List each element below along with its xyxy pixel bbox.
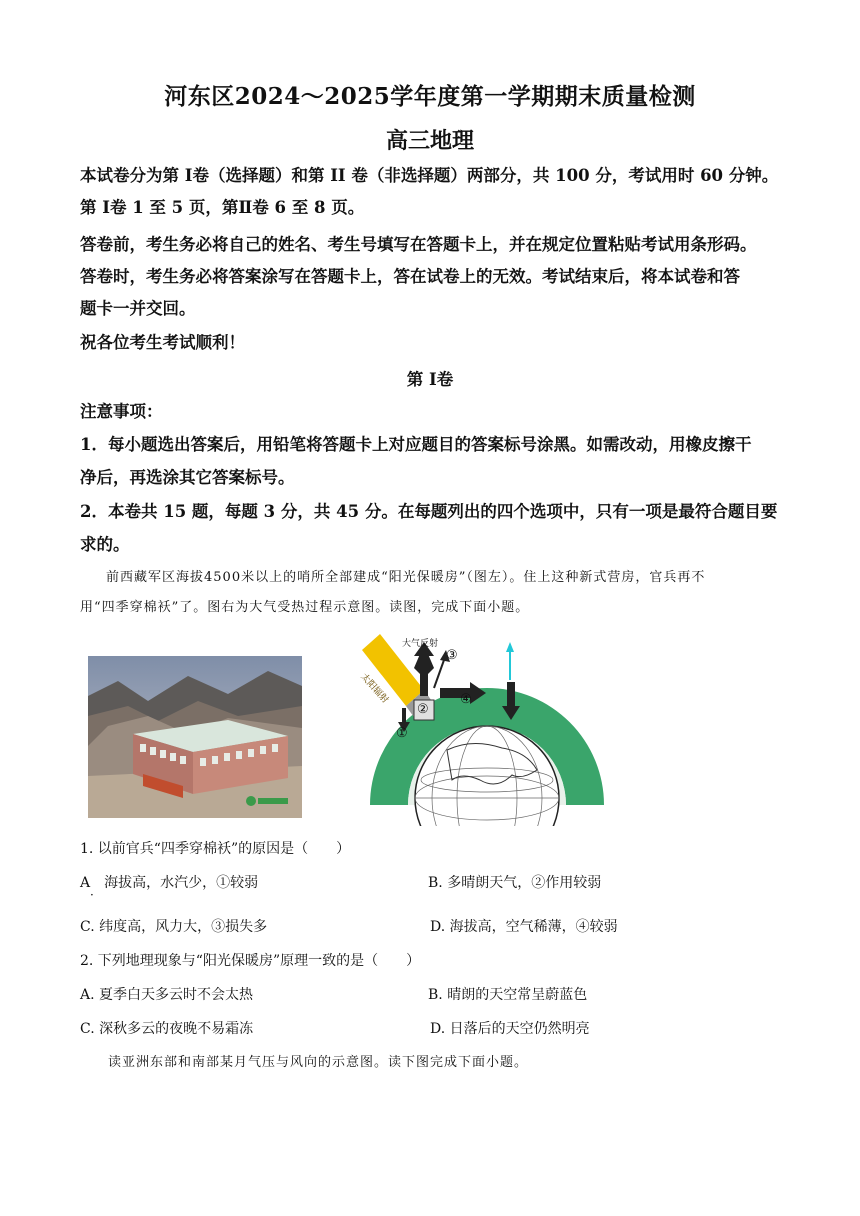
- note-line-4: 求的。: [80, 535, 130, 554]
- intro-line-4: 答卷时，考生务必将答案涂写在答题卡上，答在试卷上的无效。考试结束后，将本试卷和答: [80, 267, 740, 286]
- passage2: 读亚洲东部和南部某月气压与风向的示意图。读下图完成下面小题。: [108, 1055, 529, 1070]
- exam-subtitle: 高三地理: [385, 128, 474, 154]
- note-line-2: 净后，再选涂其它答案标号。: [80, 468, 295, 487]
- note-line-3: 2．本卷共 15 题，每题 3 分，共 45 分。在每题列出的四个选项中，只有一项是最符合题目要: [80, 502, 778, 521]
- intro-line-5: 题卡一并交回。: [80, 299, 196, 318]
- notes-title: 注意事项：: [80, 402, 163, 421]
- question-1-option-a: A 海拔高，水汽少，①较弱: [80, 875, 259, 891]
- section-title: 第 Ⅰ卷: [406, 370, 454, 389]
- option-dot: ·: [90, 888, 94, 902]
- question-2-option-c: C. 深秋多云的夜晚不易霜冻: [80, 1021, 254, 1037]
- marker-3: ③: [446, 648, 458, 663]
- question-1-option-c: C. 纬度高，风力大，③损失多: [80, 919, 268, 935]
- intro-line-3: 答卷前，考生务必将自己的姓名、考生号填写在答题卡上，并在规定位置粘贴考试用条形码。: [80, 235, 757, 254]
- passage1-line-2: 用“四季穿棉袄”了。图右为大气受热过程示意图。读图，完成下面小题。: [80, 600, 530, 615]
- atmosphere-heating-diagram: [358, 630, 612, 826]
- marker-1: ①: [396, 726, 408, 741]
- question-2-option-a: A. 夏季白天多云时不会太热: [80, 987, 254, 1003]
- intro-line-2: 第 Ⅰ卷 1 至 5 页，第Ⅱ卷 6 至 8 页。: [80, 198, 365, 217]
- note-line-1: 1．每小题选出答案后，用铅笔将答题卡上对应题目的答案标号涂黑。如需改动，用橡皮擦干: [80, 435, 752, 454]
- passage1-line-1: 前西藏军区海拔4500米以上的哨所全部建成“阳光保暖房”（图左）。住上这种新式营房，官兵再不: [106, 570, 706, 585]
- question-2-option-d: D. 日落后的天空仍然明亮: [430, 1021, 590, 1037]
- question-1-stem: 1. 以前官兵“四季穿棉袄”的原因是（ ）: [80, 841, 351, 857]
- intro-line-1: 本试卷分为第 Ⅰ卷（选择题）和第 II 卷（非选择题）两部分，共 100 分，考试用时 60 分钟。: [80, 166, 779, 185]
- intro-line-6: 祝各位考生考试顺利！: [80, 333, 245, 352]
- question-1-option-b: B. 多晴朗天气，②作用较弱: [428, 875, 602, 891]
- question-1-option-d: D. 海拔高，空气稀薄，④较弱: [430, 919, 618, 935]
- atmosphere-reflect-label: 大气反射: [402, 639, 439, 649]
- atmosphere-top-label: 大气上界: [549, 682, 584, 714]
- question-2-stem: 2. 下列地理现象与“阳光保暖房”原理一致的是（ ）: [80, 953, 421, 969]
- marker-4: ④: [460, 692, 472, 707]
- solar-radiation-label: 太阳辐射: [358, 672, 390, 706]
- question-2-option-b: B. 晴朗的天空常呈蔚蓝色: [428, 987, 588, 1003]
- exam-title: 河东区2024～2025学年度第一学期期末质量检测: [164, 83, 696, 110]
- barracks-photo: [88, 656, 302, 818]
- marker-2: ②: [417, 702, 429, 717]
